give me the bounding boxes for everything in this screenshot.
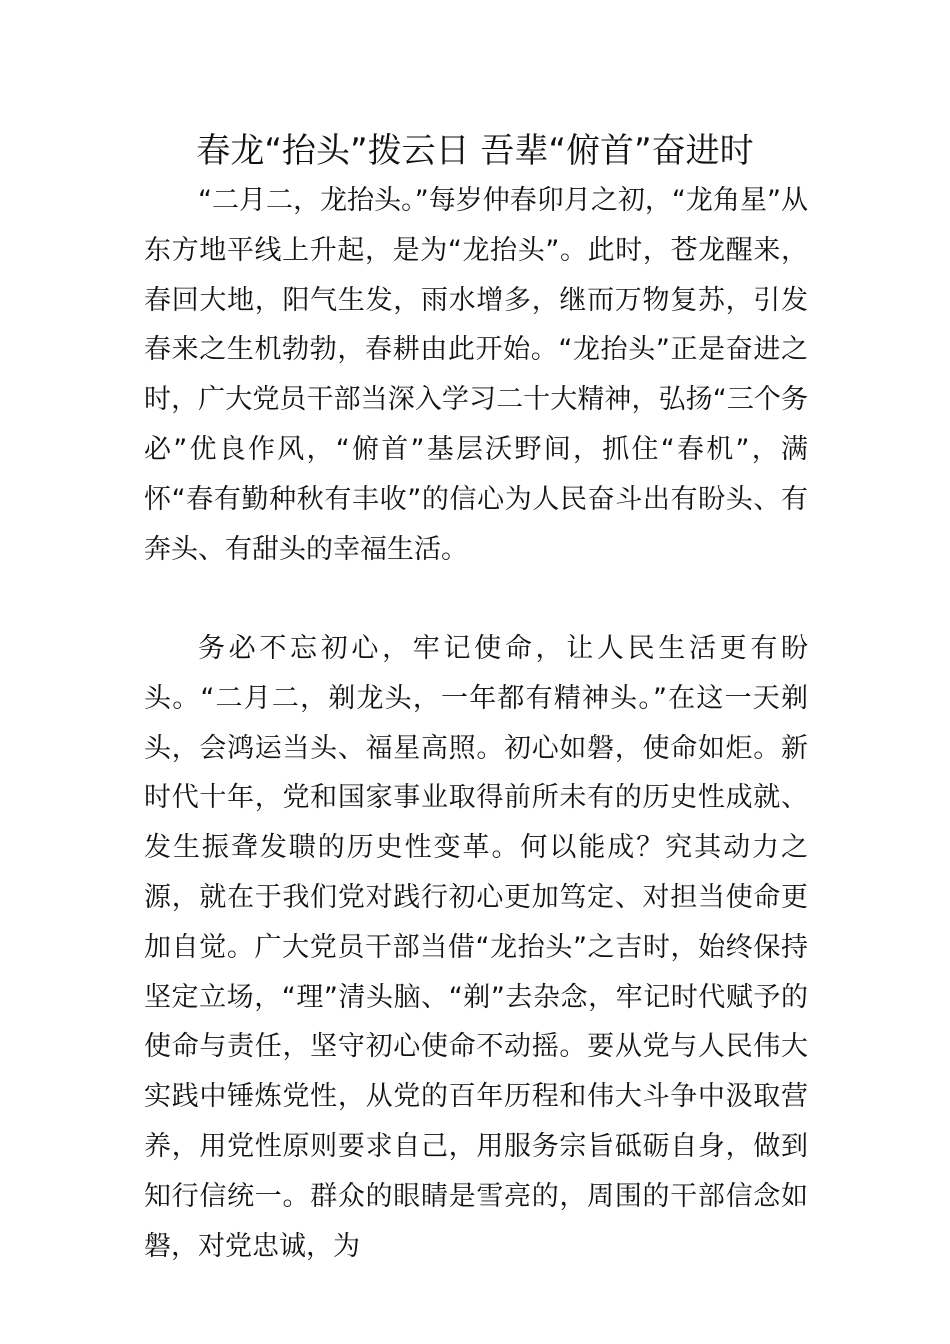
document-title: 春龙“抬头”拨云日 吾辈“俯首”奋进时 bbox=[196, 131, 754, 171]
paragraph-1: “二月二，龙抬头。”每岁仲春卯月之初，“龙角星”从东方地平线上升起，是为“龙抬头”。此时，苍龙醒来，春回大地，阳气生发，雨水增多，继而万物复苏，引发春来之生机勃勃，春耕由此开始。“龙抬头”正是奋进之时，广大党员干部当深入学习二十大精神，弘扬“三个务必”优良作风，“俯首”基层沃野间，抓住“春机”，满怀“春有勤种秋有丰收”的信心为人民奋斗出有盼头、有奔头、有甜头的幸福生活。 bbox=[144, 185, 808, 565]
paragraph-2: 务必不忘初心，牢记使命，让人民生活更有盼头。“二月二，剃龙头，一年都有精神头。”在这一天剃头，会鸿运当头、福星高照。初心如磐，使命如炬。新时代十年，党和国家事业取得前所未有的历史性成就、发生振聋发聩的历史性变革。何以能成？究其动力之源，就在于我们党对践行初心更加笃定、对担当使命更加自觉。广大党员干部当借“龙抬头”之吉时，始终保持坚定立场，“理”清头脑、“剃”去杂念，牢记时代赋予的使命与责任，坚守初心使命不动摇。要从党与人民伟大实践中锤炼党性，从党的百年历程和伟大斗争中汲取营养，用党性原则要求自己，用服务宗旨砥砺自身，做到知行信统一。群众的眼睛是雪亮的，周围的干部信念如磐，对党忠诚，为 bbox=[144, 633, 808, 1262]
